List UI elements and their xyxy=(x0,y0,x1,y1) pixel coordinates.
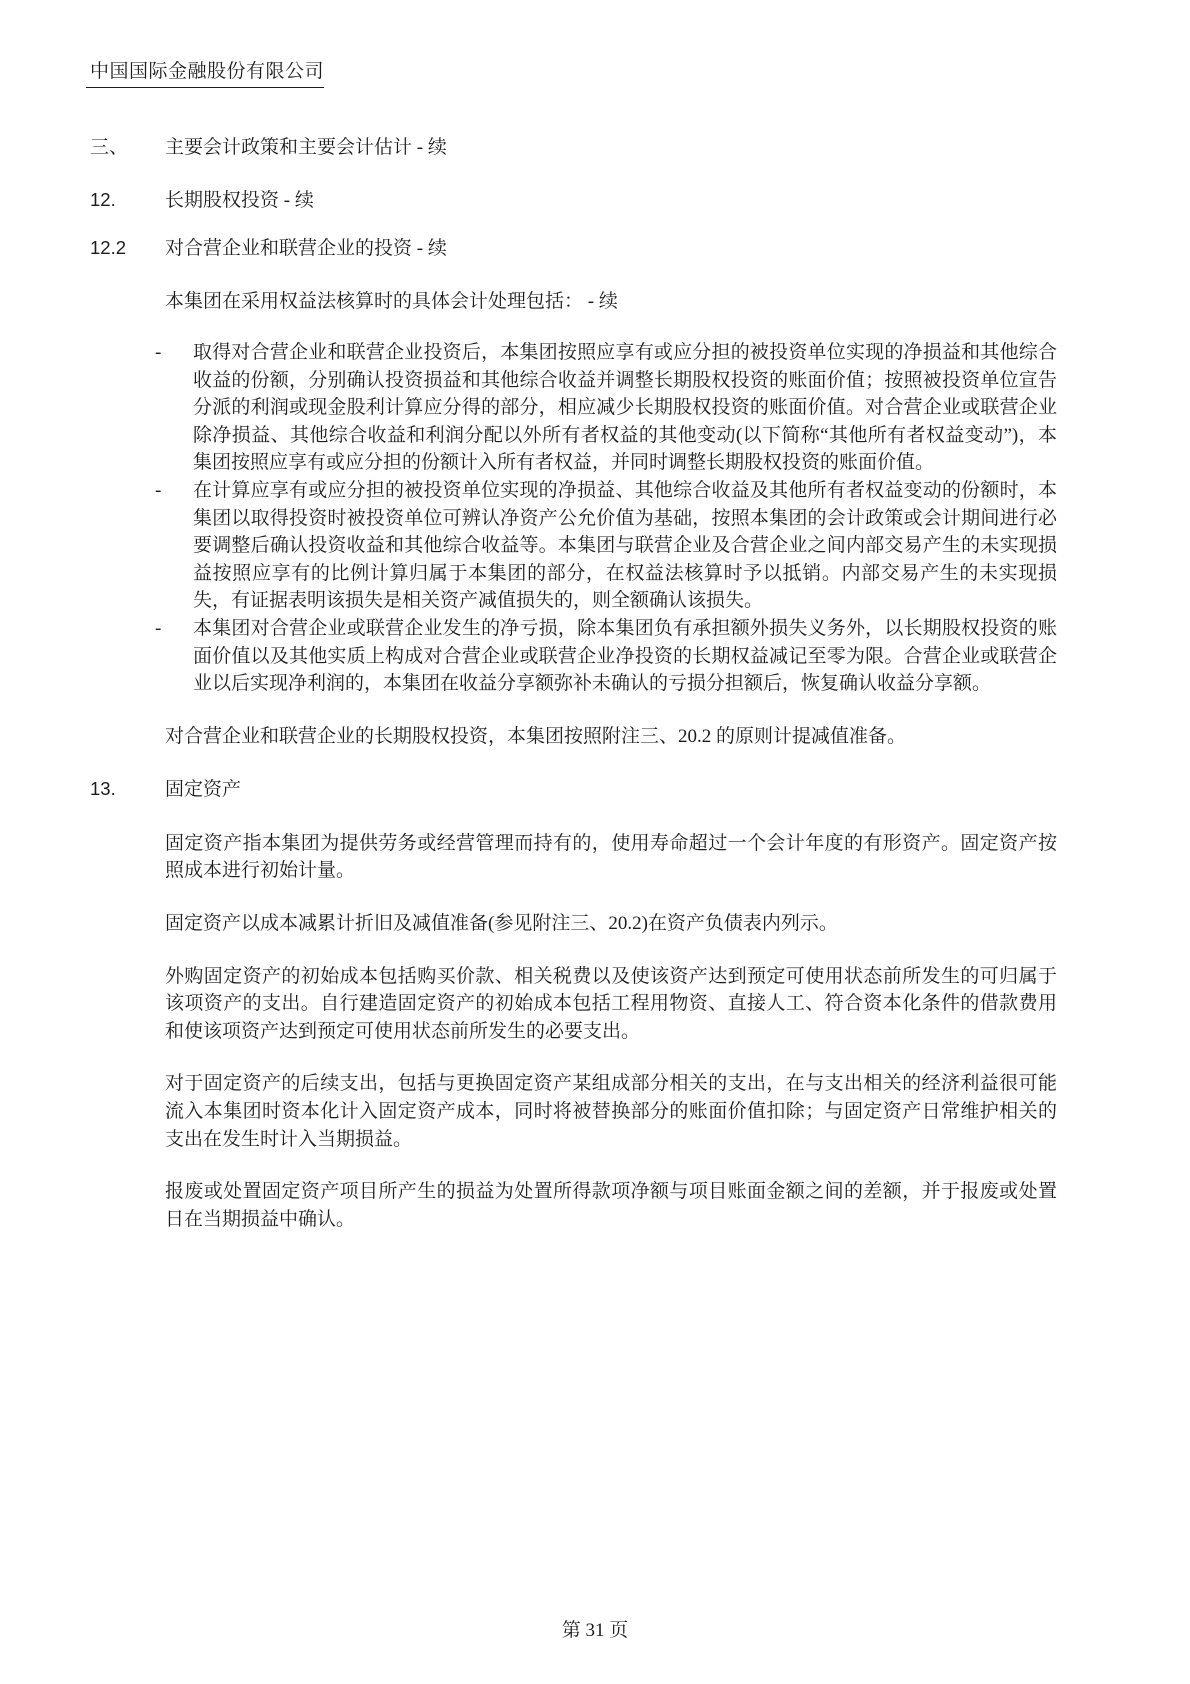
section-heading-fixed-assets xyxy=(90,775,1057,804)
section-heading-jv xyxy=(90,234,1057,263)
section-number: 13. xyxy=(90,778,116,800)
bullet-dash: - xyxy=(155,341,162,363)
bullet-dash: - xyxy=(155,479,162,501)
section-title: 对合营企业和联营企业的投资 - 续 xyxy=(165,237,447,259)
section-jv-content xyxy=(155,288,1057,750)
intro-paragraph: 本集团在采用权益法核算时的具体会计处理包括： - 续 xyxy=(165,291,618,313)
bullet-item xyxy=(155,477,1057,615)
section-title: 固定资产 xyxy=(165,779,242,801)
paragraph: 固定资产指本集团为提供劳务或经营管理而持有的，使用寿命超过一个会计年度的有形资产。固定资产按照成本进行初始计量。 xyxy=(165,832,1057,882)
section-title: 主要会计政策和主要会计估计 - 续 xyxy=(165,136,447,158)
bullet-item xyxy=(155,615,1057,698)
paragraph: 对于固定资产的后续支出，包括与更换固定资产某组成部分相关的支出，在与支出相关的经济利益很可能流入本集团时资本化计入固定资产成本，同时将被替换部分的账面价值扣除；与固定资产日常维护相关的支出在发生时计入当期损益。 xyxy=(165,1073,1057,1150)
section-number: 12. xyxy=(90,189,116,211)
section-fixed-assets-content xyxy=(165,830,1057,1234)
bullet-dash: - xyxy=(155,617,162,639)
section-title: 长期股权投资 - 续 xyxy=(165,190,314,212)
section-heading-policy xyxy=(90,134,1057,162)
company-header: 中国国际金融股份有限公司 xyxy=(86,58,324,88)
bullet-text: 本集团对合营企业或联营企业发生的净亏损，除本集团负有承担额外损失义务外，以长期股权投资的账面价值以及其他实质上构成对合营企业或联营企业净投资的长期权益减记至零为限。合营企业或联营企业以后实现净利润的，本集团在收益分享额弥补未确认的亏损分担额后，恢复确认收益分享额。 xyxy=(193,617,1057,695)
page-footer: 第 31 页 xyxy=(561,1620,629,1641)
section-number: 12.2 xyxy=(90,236,127,258)
bullet-text: 取得对合营企业和联营企业投资后，本集团按照应享有或应分担的被投资单位实现的净损益和其他综合收益的份额，分别确认投资损益和其他综合收益并调整长期股权投资的账面价值；按照被投资单位宣告分派的利润或现金股利计算应分得的部分，相应减少长期股权投资的账面价值。对合营企业或联营企业除净损益、其他综合收益和利润分配以外所有者权益的其他变动(以下简称“其他所有者权益变动”)，本集团按照应享有或应分担的份额计入所有者权益，并同时调整长期股权投资的账面价值。 xyxy=(193,341,1057,474)
bullet-list xyxy=(155,339,1057,698)
bullet-item xyxy=(155,339,1057,477)
section-number: 三、 xyxy=(90,136,129,158)
paragraph: 报废或处置固定资产项目所产生的损益为处置所得款项净额与项目账面金额之间的差额，并于报废或处置日在当期损益中确认。 xyxy=(165,1181,1057,1230)
bullet-text: 在计算应享有或应分担的被投资单位实现的净损益、其他综合收益及其他所有者权益变动的份额时，本集团以取得投资时被投资单位可辨认净资产公允价值为基础，按照本集团的会计政策或会计期间进行必要调整后确认投资收益和其他综合收益等。本集团与联营企业及合营企业之间内部交易产生的未实现损益按照应享有的比例计算归属于本集团的部分，在权益法核算时予以抵销。内部交易产生的未实现损失，有证据表明该损失是相关资产减值损失的，则全额确认该损失。 xyxy=(193,479,1057,612)
paragraph: 固定资产以成本减累计折旧及减值准备(参见附注三、20.2)在资产负债表内列示。 xyxy=(165,913,838,935)
section-heading-lti xyxy=(90,186,1057,215)
closing-paragraph: 对合营企业和联营企业的长期股权投资，本集团按照附注三、20.2 的原则计提减值准备。 xyxy=(165,725,907,747)
paragraph: 外购固定资产的初始成本包括购买价款、相关税费以及使该资产达到预定可使用状态前所发生的可归属于该项资产的支出。自行建造固定资产的初始成本包括工程用物资、直接人工、符合资本化条件的借款费用和使该项资产达到预定可使用状态前所发生的必要支出。 xyxy=(165,965,1057,1042)
